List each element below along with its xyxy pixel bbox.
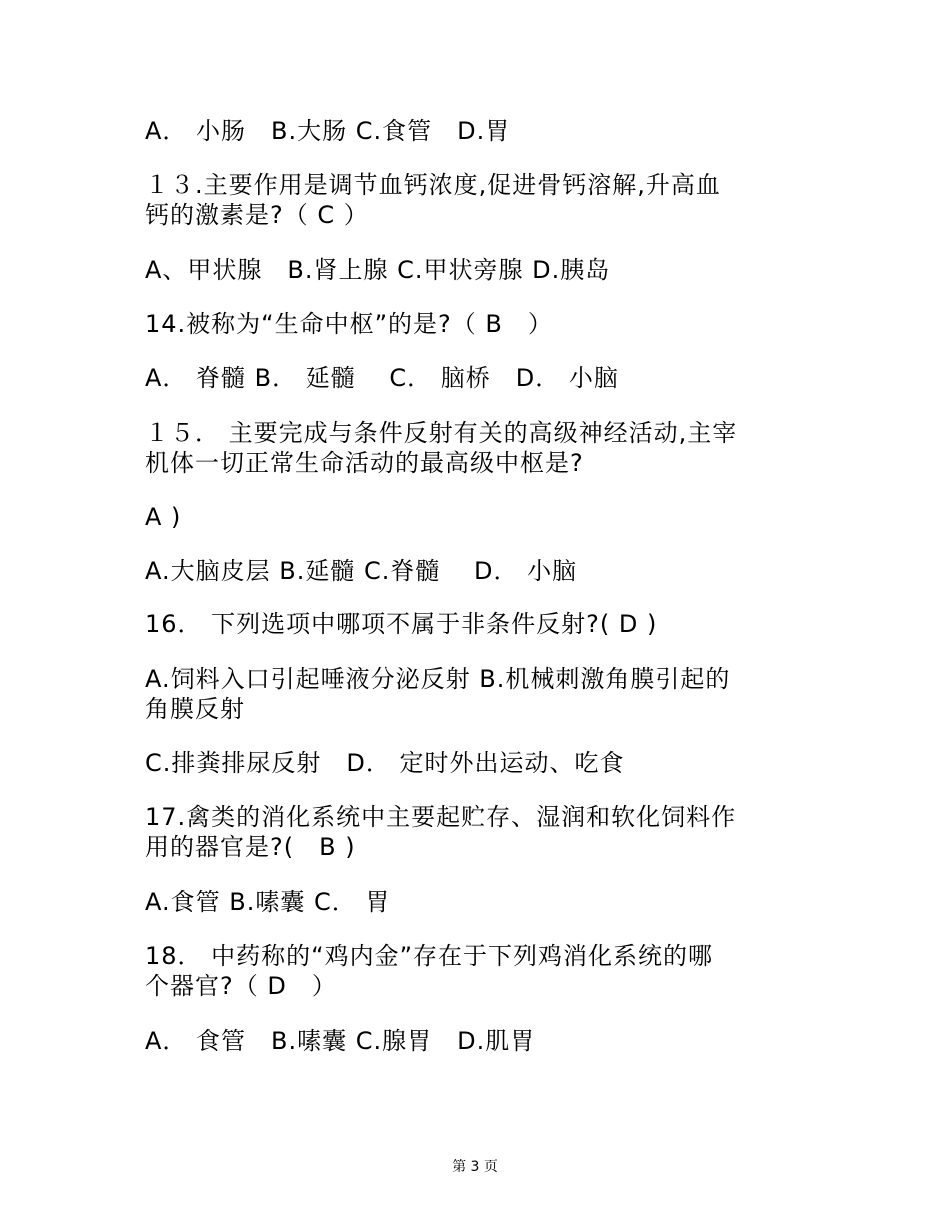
- q17-options: [145, 887, 815, 917]
- text-line: A.大脑皮层 B.延髓 C.脊髓 D． 小脑: [145, 557, 578, 585]
- q14-question: [145, 309, 815, 339]
- q16-options-cont: [145, 748, 815, 778]
- q15-question: [145, 418, 815, 478]
- text-line: 17.禽类的消化系统中主要起贮存、湿润和软化饲料作: [145, 803, 737, 831]
- text-line: A.食管 B.嗉囊 C． 胃: [145, 888, 391, 916]
- text-line: A． 脊髓 B． 延髓 C． 脑桥 D． 小脑: [145, 364, 619, 392]
- text-line: 角膜反射: [145, 695, 245, 723]
- text-line: A． 食管 B.嗉囊 C.腺胃 D.肌胃: [145, 1027, 536, 1055]
- q16-options: [145, 664, 815, 724]
- text-line: A.饲料入口引起唾液分泌反射 B.机械刺激角膜引起的: [145, 665, 731, 693]
- text-line: 16． 下列选项中哪项不属于非条件反射?( D ): [145, 610, 658, 638]
- q17-question: [145, 802, 815, 862]
- text-line: 用的器官是?( B ): [145, 833, 356, 861]
- text-line: 14.被称为“生命中枢”的是?（ B ）: [145, 310, 553, 338]
- q15-options: [145, 556, 815, 586]
- page-number: 第 3 页: [452, 1159, 498, 1175]
- text-line: 机体一切正常生命活动的最高级中枢是?: [145, 449, 584, 477]
- q15-answer: [145, 502, 815, 532]
- text-line: 个器官?（ D ）: [145, 972, 337, 1000]
- q13-question: [145, 170, 815, 230]
- text-line: １５． 主要完成与条件反射有关的高级神经活动,主宰: [145, 419, 738, 447]
- text-line: C.排粪排尿反射 D． 定时外出运动、吃食: [145, 749, 625, 777]
- q18-question: [145, 941, 815, 1001]
- text-line: １３.主要作用是调节血钙浓度,促进骨钙溶解,升高血: [145, 171, 721, 199]
- q16-question: [145, 609, 815, 639]
- text-line: 18． 中药称的“鸡内金”存在于下列鸡消化系统的哪: [145, 942, 714, 970]
- text-line: A ): [145, 503, 182, 531]
- text-line: A、甲状腺 B.肾上腺 C.甲状旁腺 D.胰岛: [145, 256, 611, 284]
- q18-options: [145, 1026, 815, 1056]
- q13-options: [145, 255, 815, 285]
- text-line: A． 小肠 B.大肠 C.食管 D.胃: [145, 117, 511, 145]
- q14-options: [145, 363, 815, 393]
- q12-options: [145, 116, 815, 146]
- text-line: 钙的激素是?（ C ）: [145, 201, 369, 229]
